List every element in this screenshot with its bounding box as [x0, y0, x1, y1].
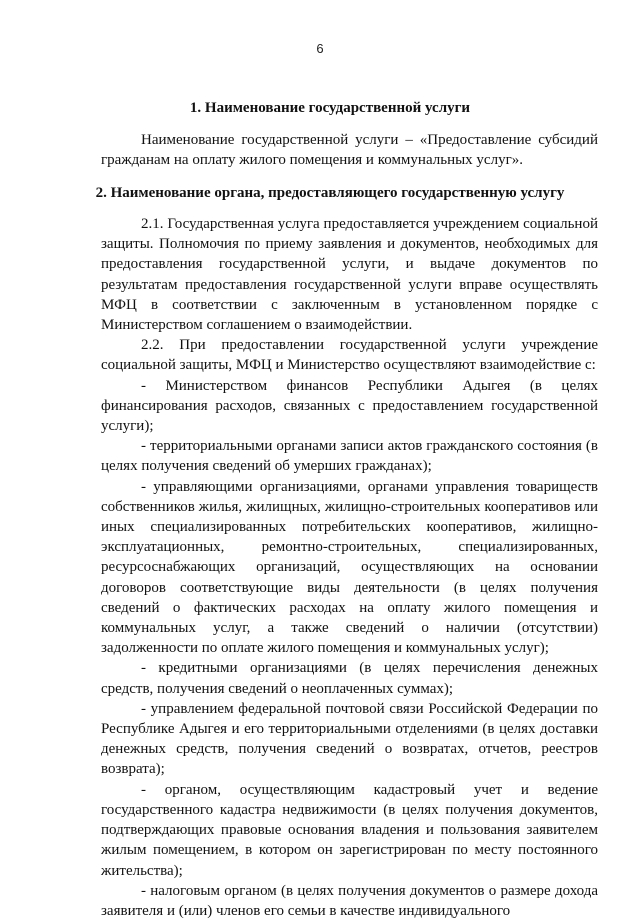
list-item: - налоговым органом (в целях получения документов о размере дохода заявителя и (или) членов его семьи в качестве индивидуального [101, 882, 598, 919]
section-1-body [101, 130, 598, 170]
list-item: - органом, осуществляющим кадастровый учет и ведение государственного кадастра недвижимости (в целях получения документов, подтверждающих правовые основания владения и пользования заявителем жилым помещением, в котором он зарегистрирован по месту постоянного жительства); [101, 781, 598, 879]
section-2-body [101, 214, 598, 921]
section-2-heading: 2. Наименование органа, предоставляющего государственную услугу [95, 185, 565, 201]
paragraph: 2.1. Государственная услуга предоставляется учреждением социальной защиты. Полномочия по приему заявления и документов, необходимых для предоставления государственной услуги, и выдаче документов по результатам предоставления государственной услуги вправе осуществлять МФЦ в соответствии с заключенным в установленном порядке с Министерством соглашением о взаимодействии. [101, 216, 598, 334]
paragraph: 2.2. При предоставлении государственной услуги учреждение социальной защиты, МФЦ и Министерство осуществляют взаимодействие с: [101, 337, 598, 374]
section-1-heading: 1. Наименование государственной услуги [189, 100, 471, 116]
list-item: - управлением федеральной почтовой связи Российской Федерации по Республике Адыгея и его территориальными отделениями (в целях доставки денежных средств, получения сведений о возвратах, отчетов, реестров возврата); [101, 700, 598, 778]
page-number: 6 [316, 41, 324, 56]
list-item: - территориальными органами записи актов гражданского состояния (в целях получения сведений об умерших гражданах); [101, 438, 598, 475]
list-item: - Министерством финансов Республики Адыгея (в целях финансирования расходов, связанных с предоставлением государственной услуги); [101, 377, 598, 435]
list-item: - управляющими организациями, органами управления товариществ собственников жилья, жилищных, жилищно-строительных кооперативов или иных специализированных потребительских кооперативов, жилищно-эксплуатационных, ремонтно-строительных, специализированных, ресурсоснабжающих организаций, осуществляющих на основании договоров соответствующие виды деятельности (в целях получения сведений о фактических расходах на оплату жилого помещения и коммунальных услуг, а также сведений о наличии (отсутствии) задолженности по оплате жилого помещения и коммунальных услуг); [101, 478, 598, 657]
list-item: - кредитными организациями (в целях перечисления денежных средств, получения сведений о неоплаченных суммах); [101, 660, 598, 697]
paragraph: Наименование государственной услуги – «Предоставление субсидий гражданам на оплату жилого помещения и коммунальных услуг». [101, 132, 598, 169]
